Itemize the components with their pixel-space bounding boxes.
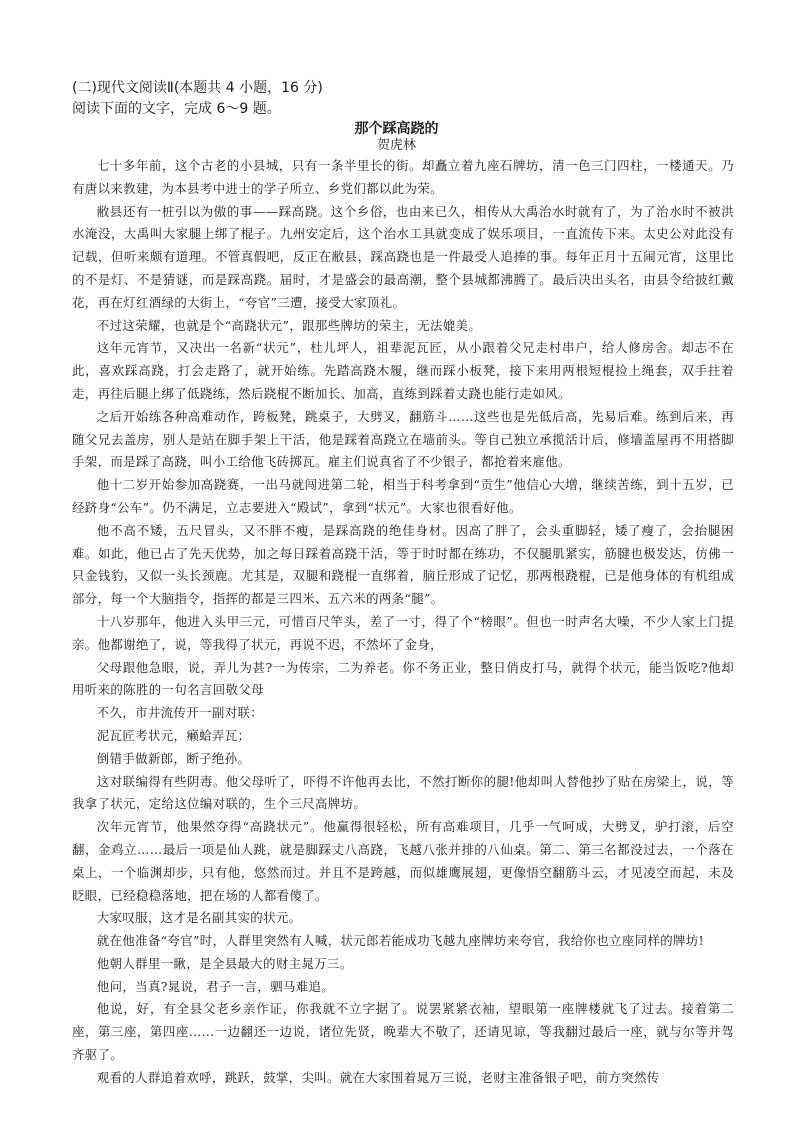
paragraph: 次年元宵节，他果然夺得“高跷状元”。他赢得很轻松，所有高难项目，几乎一气呵成，大劈叉，驴打滚，后空翻，金鸡立……最后一项是仙人跳，就是脚踩丈八高跷，飞越八张并排的八仙桌。第二、第三名都没过去，一个落在桌上，一个临渊却步，只有他，悠然而过。并且不是跨越，而似雄鹰展翅，更像悟空翻筋斗云，才见凌空而起，未及眨眼，已经稳稳落地，把在场的人都看傻了。 <box>72 819 734 903</box>
paragraph: 就在他准备“夸官”时，人群里突然有人喊，状元郎若能成功飞越九座牌坊来夸官，我给你也立座同样的牌坊! <box>96 933 705 949</box>
couplet-line: 倒错手做新郎，断子绝孙。 <box>96 750 251 766</box>
paragraph: 不过这荣耀，也就是个“高跷状元”，跟那些牌坊的荣主，无法媲美。 <box>96 317 482 333</box>
paragraph: 他说，好，有全县父老乡亲作证，你我就不立字据了。说罢紧紧衣袖，望眼第一座牌楼就飞了过去。接着第二座，第三座，第四座……一边翻还一边说，诸位先贤，晚辈大不敬了，还请见谅，等我翻过最后一座，就与尔等并驾齐驱了。 <box>72 1001 734 1063</box>
paragraph: 父母跟他急眼，说，弄儿为甚?一为传宗，二为养老。你不务正业，整日俏皮打马，就得个状元，能当饭吃?他却用听来的陈胜的一句名言回敬父母 <box>72 659 734 698</box>
paragraph: 大家叹服，这才是名副其实的状元。 <box>96 910 302 926</box>
paragraph: 这对联编得有些阴毒。他父母听了，吓得不许他再去比，不然打断你的腿!他却叫人替他抄了贴在房梁上，说，等我拿了状元，定给这位编对联的，生个三尺高牌坊。 <box>72 773 734 812</box>
section-heading: (二)现代文阅读Ⅱ(本题共 4 小题，16 分) <box>72 80 323 96</box>
paragraph: 敝县还有一桩引以为傲的事——踩高跷。这个乡俗，也由来已久，相传从大禹治水时就有了，为了治水时不被洪水淹没，大禹叫大家腿上绑了棍子。九州安定后，这个治水工具就变成了娱乐项目，一直流传下来。太史公对此没有记载，但听来颇有道理。不管真假吧，反正在敝县，踩高跷也是一件最受人追捧的事。每年正月十五闹元宵，这里比的不是灯、不是猜谜，而是踩高跷。届时，才是盛会的最高潮，整个县城都沸腾了。最后决出头名，由县令给披红戴花，再在灯红酒绿的大街上，“夸官”三遭，接受大家顶礼。 <box>72 203 734 310</box>
paragraph: 不久，市井流传开一副对联： <box>96 705 264 721</box>
paragraph: 观看的人群追着欢呼，跳跃，鼓掌，尖叫。就在大家围着晁万三说，老财主准备银子吧，前方突然传 <box>96 1069 660 1085</box>
article-author: 贺虎林 <box>376 138 416 153</box>
paragraph: 他问，当真?晁说，君子一言，驷马难追。 <box>96 978 335 994</box>
paragraph: 之后开始练各种高难动作，跨板凳，跳桌子，大劈叉，翻筋斗……这些也是先低后高，先易后难。练到后来，再随父兄去盖房，别人是站在脚手架上干活，他是踩着高跷立在墙前头。等自己独立承揽活计后，修墙盖屋再不用搭脚手架，而是踩了高跷，叫小工给他飞砖掷瓦。雇主们说真省了不少银子，都抢着来雇他。 <box>72 408 734 470</box>
paragraph: 这年元宵节，又决出一名新“状元”，杜儿坪人，祖辈泥瓦匠，从小跟着父兄走村串户，给人修房舍。却志不在此，喜欢踩高跷，打会走路了，就开始练。先踏高跷木履，继而踩小板凳，接下来用两根短棍捡上绳套，双手拄着走，再往后腿上绑了低跷练，然后跷棍不断加长、加高，直练到踩着丈跷也能行走如风。 <box>72 340 734 401</box>
article-body <box>72 155 734 1085</box>
paragraph: 他十二岁开始参加高跷赛，一出马就闯进第二轮，相当于科考拿到“贡生”他信心大增，继续苦练，到十五岁，已经跻身“公车”。仍不满足，立志要进入“殿试”，拿到“状元”。大家也很看好他。 <box>72 477 734 515</box>
paragraph: 他朝人群里一瞅，是全县最大的财主晁万三。 <box>96 955 353 971</box>
paragraph: 他不高不矮，五尺冒头，又不胖不瘦，是踩高跷的绝佳身材。因高了胖了，会头重脚轻，矮了瘦了，会抬腿困难。如此，他已占了先天优势，加之每日踩着高跷干活，等于时时都在练功，不仅腿肌紧实，筋腱也极发达，仿佛一只金钱豹，又似一头长颈鹿。尤其是，双腿和跷棍一直绑着，脑丘形成了记忆，那两根跷棍，已是他身体的有机组成部分，每一个大脑指令，指挥的都是三四米、五六米的两条“腿”。 <box>72 522 734 607</box>
couplet-line: 泥瓦匠考状元，癞蛤弄瓦； <box>96 727 251 743</box>
article-title: 那个踩高跷的 <box>354 121 439 137</box>
paragraph: 十八岁那年，他进入头甲三元，可惜百尺竿头，差了一寸，得了个“榜眼”。但也一时声名大噪，不少人家上门提亲。他都谢绝了，说，等我得了状元，再说不迟，不然坏了金身， <box>72 613 734 652</box>
paragraph: 七十多年前，这个古老的小县城，只有一条半里长的街。却矗立着九座石牌坊，清一色三门四柱，一楼通天。乃有唐以来教建，为本县考中进士的学子所立、乡党们都以此为荣。 <box>72 158 734 196</box>
reading-instruction: 阅读下面的文字，完成 6～9 题。 <box>72 101 281 117</box>
